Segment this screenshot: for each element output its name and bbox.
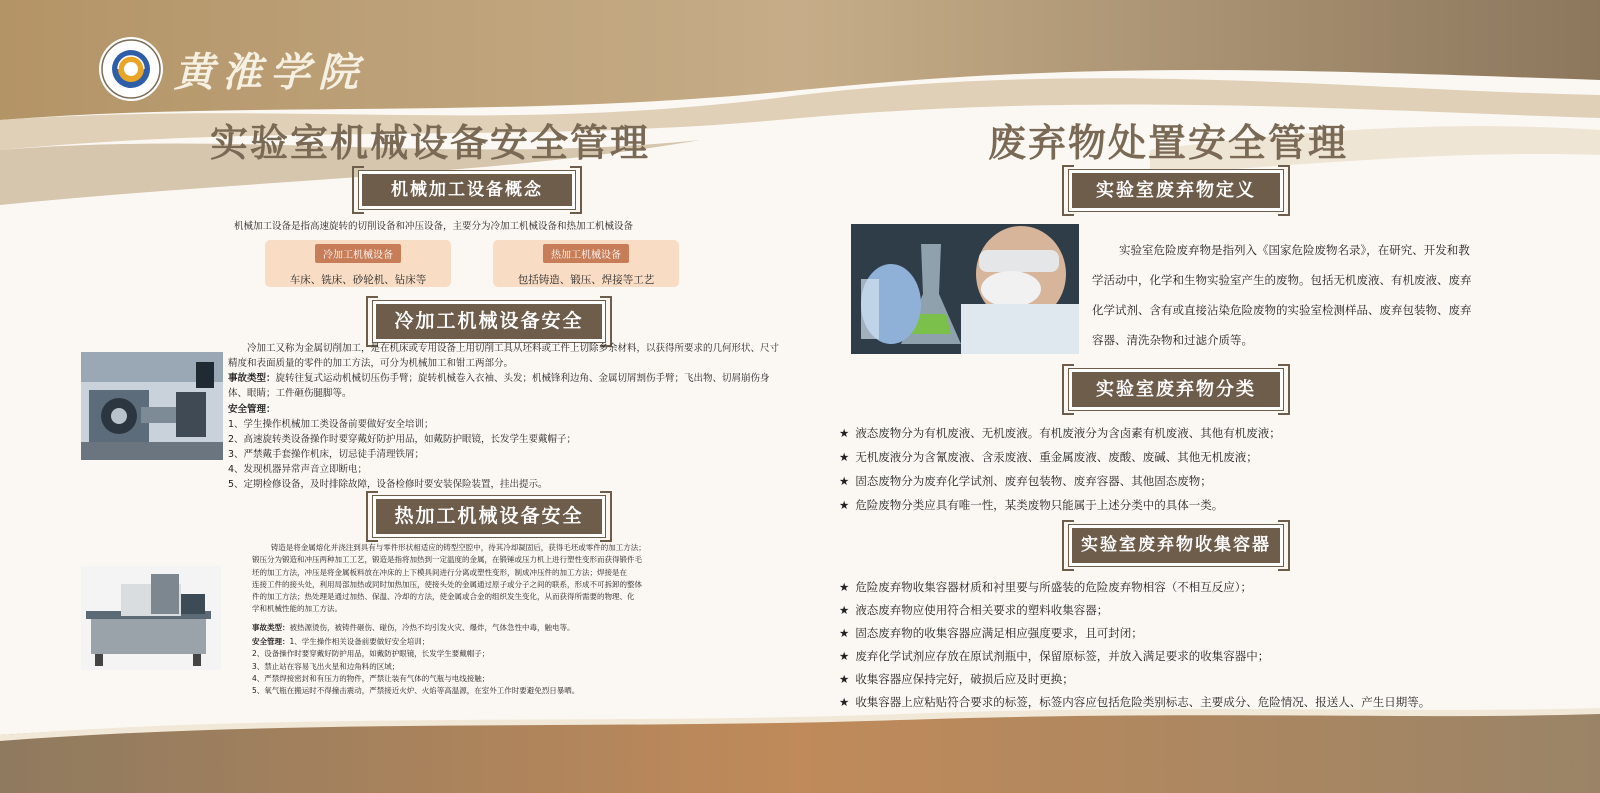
star-icon: ★ xyxy=(839,450,850,464)
list-item: ★ 收集容器应保持完好，破损后应及时更换； xyxy=(839,672,1074,686)
university-logo xyxy=(98,36,366,102)
safety-label: 安全管理： xyxy=(228,404,276,415)
containers-heading: 实验室废弃物收集容器 xyxy=(1072,528,1280,563)
accident-label: 事故类型： xyxy=(228,373,276,384)
cold-safety-list xyxy=(228,402,576,492)
hot-safety-heading: 热加工机械设备安全 xyxy=(376,499,602,534)
accident-text: 旋转往复式运动机械切压伤手臂；旋转机械卷入衣袖、头发；机械锋利边角、金属切屑割伤手臂；飞出物、切屑崩伤身体、眼睛；工件砸伤腿脚等。 xyxy=(228,373,770,399)
hot-intro-line: 学和机械性能的加工方法。 xyxy=(252,604,342,614)
star-icon: ★ xyxy=(839,649,850,663)
list-item: ★ 无机废液分为含氰废液、含汞废液、重金属废液、废酸、废碱、其他无机废液； xyxy=(839,450,1258,464)
list-item: ★ 危险废物分类应具有唯一性，某类废物只能属于上述分类中的具体一类。 xyxy=(839,498,1224,512)
star-icon: ★ xyxy=(839,672,850,686)
hot-intro-line: 连接工件的接头处，利用局部加热或同时加热加压，使接头处的金属通过原子或分子之间的联系，形成不可拆卸的整体 xyxy=(252,579,642,589)
hot-intro-line: 铸造是将金属熔化并浇注到具有与零件形状相适应的铸型空腔中，待其冷却凝固后，获得毛坯或零件的加工方法； xyxy=(270,543,646,552)
card-tag: 热加工机械设备 xyxy=(543,244,629,263)
concept-heading: 机械加工设备概念 xyxy=(362,174,572,206)
university-seal-icon xyxy=(98,36,164,102)
accident-text: 被热源烫伤，被铸件砸伤、碰伤，冷热不均引发火灾、爆炸，气体急性中毒，触电等。 xyxy=(289,623,575,632)
list-item: 2、高速旋转类设备操作时要穿戴好防护用品，如戴防护眼镜，长发学生要戴帽子； xyxy=(228,434,577,445)
star-icon: ★ xyxy=(839,580,850,594)
definition-heading: 实验室废弃物定义 xyxy=(1072,173,1280,208)
card-body: 包括铸造、锻压、焊接等工艺 xyxy=(517,274,655,286)
definition-text xyxy=(1092,235,1522,355)
classification-list xyxy=(839,421,1281,517)
definition-line: 容器、清洗杂物和过滤介质等。 xyxy=(1092,333,1253,347)
hot-intro-line: 件的加工方法；热处理是通过加热、保温、冷却的方法，使金属或合金的组织发生变化，从而获得所需要的物理、化 xyxy=(252,592,635,602)
list-item: 2、设备操作时要穿戴好防护用品，如戴防护眼镜，长发学生要戴帽子； xyxy=(252,649,490,659)
university-name: 黄淮学院 xyxy=(174,48,366,96)
list-item: ★ 收集容器上应粘贴符合要求的标签，标签内容应包括危险类别标志、主要成分、危险情况、报送人、产生日期等。 xyxy=(839,695,1431,709)
accident-label: 事故类型： xyxy=(252,623,290,632)
cold-intro: 冷加工又称为金属切削加工，是在机床或专用设备上用切削工具从坯料或工件上切除多余材料，以获得所要求的几何形状、尺寸精度和表面质量的零件的加工方法，可分为机械加工和钳工两部分。 xyxy=(228,343,780,369)
cold-safety-heading: 冷加工机械设备安全 xyxy=(376,304,602,339)
lathe-machine-image xyxy=(81,352,223,460)
star-icon: ★ xyxy=(839,603,850,617)
hot-safety-list xyxy=(252,636,579,697)
list-item: ★ 废弃化学试剂应存放在原试剂瓶中，保留原标签，并放入满足要求的收集容器中； xyxy=(839,649,1270,663)
hot-processing-card xyxy=(493,240,679,287)
list-item: 1、学生操作相关设备前要做好安全培训； xyxy=(289,637,430,646)
list-item: 4、发现机器异常声音立即断电； xyxy=(228,464,368,475)
star-icon: ★ xyxy=(839,626,850,640)
definition-line: 学活动中，化学和生物实验室产生的废物。包括无机废液、有机废液、废弃 xyxy=(1092,273,1472,287)
safety-label: 安全管理： xyxy=(252,637,290,646)
list-item: 3、严禁戴手套操作机床，切忌徒手清理铁屑； xyxy=(228,449,425,460)
list-item: 5、氧气瓶在搬运时不得撞击震动，严禁接近火炉、火焰等高温源，在室外工作时要避免烈日暴晒。 xyxy=(252,686,580,696)
concept-intro: 机械加工设备是指高速旋转的切削设备和冲压设备，主要分为冷加工机械设备和热加工机械设备 xyxy=(234,221,634,232)
list-item: ★ 液态废物分为有机废液、无机废液。有机废液分为含卤素有机废液、其他有机废液； xyxy=(839,426,1281,440)
lab-researcher-image xyxy=(851,224,1079,354)
list-item: 3、禁止站在容易飞出火星和边角料的区域； xyxy=(252,661,400,671)
definition-line: 实验室危险废弃物是指列入《国家危险废物名录》，在研究、开发和教 xyxy=(1119,243,1470,257)
list-item: ★ 危险废弃物收集容器材质和衬里要与所盛装的危险废弃物相容（不相互反应）； xyxy=(839,580,1253,594)
star-icon: ★ xyxy=(839,695,850,709)
list-item: 4、严禁焊接密封和有压力的物件，严禁让装有气体的气瓶与电线接触； xyxy=(252,673,490,683)
cold-processing-card xyxy=(265,240,451,287)
hot-intro-line: 坯的加工方法，冲压是将金属板料放在冲床的上下模具间进行分离或塑性变形，制成冲压件的加工方法；焊接是在 xyxy=(252,567,627,577)
card-tag: 冷加工机械设备 xyxy=(315,244,401,263)
list-item: ★ 液态废弃物应使用符合相关要求的塑料收集容器； xyxy=(839,603,1109,617)
star-icon: ★ xyxy=(839,498,850,512)
list-item: 5、定期检修设备，及时排除故障，设备检修时要安装保险装置，挂出提示。 xyxy=(228,479,548,490)
star-icon: ★ xyxy=(839,426,850,440)
card-body: 车床、铣床、砂轮机、钻床等 xyxy=(289,274,427,286)
hot-intro xyxy=(252,542,782,616)
hot-accident xyxy=(252,622,575,634)
list-item: 1、学生操作机械加工类设备前要做好安全培训； xyxy=(228,419,434,430)
hot-intro-line: 锻压分为锻造和冲压两种加工工艺，锻造是指将加热到一定温度的金属，在锻锤或压力机上进行塑性变形而获得锻件毛 xyxy=(252,555,642,565)
containers-list xyxy=(839,576,1430,714)
cold-accident xyxy=(228,371,780,401)
definition-line: 化学试剂、含有或直接沾染危险废物的实验室检测样品、废弃包装物、废弃 xyxy=(1092,303,1472,317)
cnc-machine-image xyxy=(81,566,221,670)
list-item: ★ 固态废弃物的收集容器应满足相应强度要求，且可封闭； xyxy=(839,626,1143,640)
star-icon: ★ xyxy=(839,474,850,488)
left-main-title: 实验室机械设备安全管理 xyxy=(210,121,651,165)
classification-heading: 实验室废弃物分类 xyxy=(1072,372,1280,407)
right-main-title: 废弃物处置安全管理 xyxy=(988,121,1349,165)
list-item: ★ 固态废物分为废弃化学试剂、废弃包装物、废弃容器、其他固态废物； xyxy=(839,474,1212,488)
